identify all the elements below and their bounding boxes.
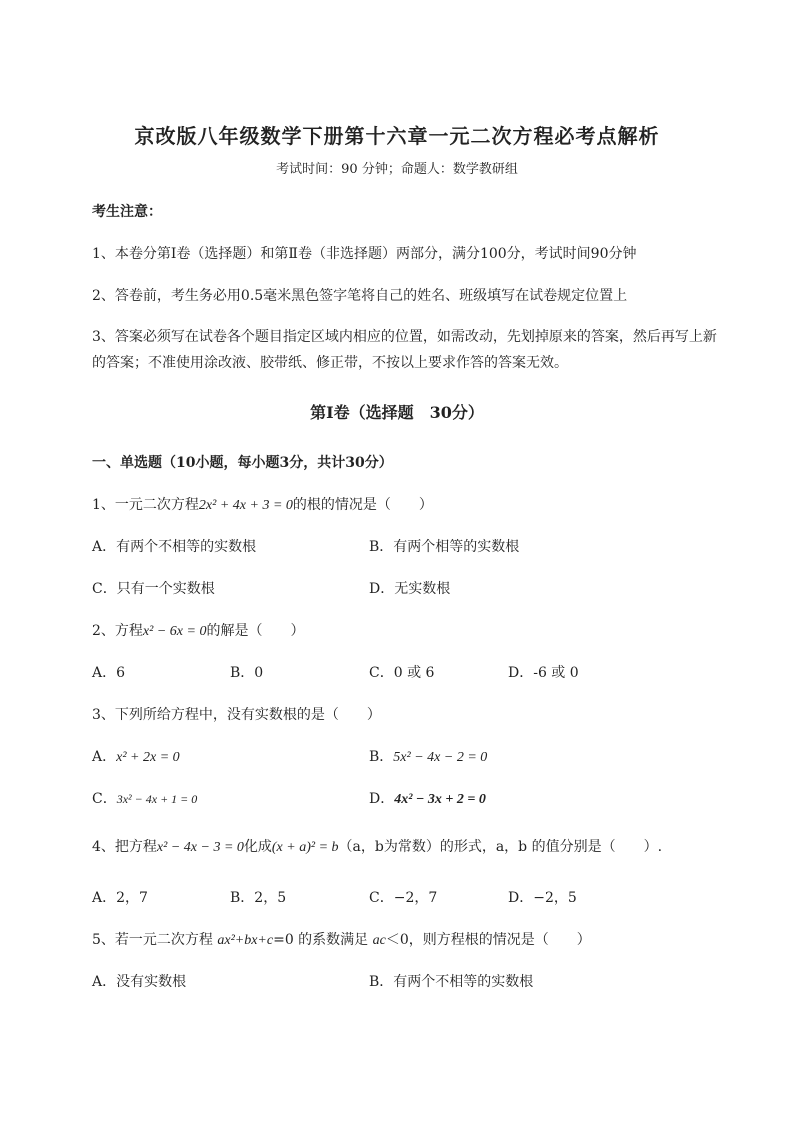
question-1-text-b: 的根的情况是（ ） [292, 497, 433, 513]
question-1-option-d[interactable]: D．无实数根 [369, 581, 451, 597]
document-subtitle: 考试时间：90 分钟；命题人：数学教研组 [276, 162, 518, 177]
notice-item-3-cont: 的答案；不准使用涂改液、胶带纸、修正带，不按以上要求作答的答案无效。 [92, 355, 568, 371]
question-3-option-c-equation: 3x² − 4x + 1 = 0 [116, 792, 198, 806]
question-3-option-d[interactable] [369, 788, 486, 808]
question-2-option-d[interactable]: D．-6 或 0 [508, 665, 579, 681]
question-3-stem: 3、下列所给方程中，没有实数根的是（ ） [92, 707, 381, 723]
question-5-option-b[interactable]: B．有两个不相等的实数根 [369, 974, 534, 990]
question-2-option-a[interactable]: A．6 [92, 665, 126, 681]
question-3-option-b-label: B． [369, 749, 394, 765]
question-4-text-a: 4、把方程 [92, 839, 157, 855]
question-1-equation: 2x² + 4x + 3 = 0 [198, 498, 293, 513]
question-3-option-c[interactable] [92, 788, 197, 808]
notice-item-2: 2、答卷前，考生务必用0.5毫米黑色签字笔将自己的姓名、班级填写在试卷规定位置上 [92, 288, 628, 304]
question-5-option-a[interactable]: A．没有实数根 [92, 974, 187, 990]
question-1-stem [92, 494, 433, 514]
question-5-text-a: 5、若一元二次方程 [92, 932, 218, 948]
question-4-option-c[interactable]: C．−2，7 [369, 890, 438, 906]
notice-item-3: 3、答案必须写在试卷各个题目指定区域内相应的位置，如需改动，先划掉原来的答案，然后再写上新 [92, 329, 717, 345]
question-3-option-a-label: A． [92, 749, 117, 765]
question-5-stem [92, 929, 591, 949]
question-5-product: ac [372, 933, 386, 948]
notice-heading: 考生注意： [92, 204, 162, 220]
question-2-equation: x² − 6x = 0 [142, 624, 207, 639]
question-5-text-b: ＜0，则方程根的情况是（ ） [385, 932, 591, 948]
notice-item-1: 1、本卷分第Ⅰ卷（选择题）和第Ⅱ卷（非选择题）两部分，满分100分，考试时间90分钟 [92, 246, 637, 262]
question-4-equation: x² − 4x − 3 = 0 [156, 840, 244, 855]
question-3-option-d-equation: 4x² − 3x + 2 = 0 [394, 792, 486, 807]
document-title: 京改版八年级数学下册第十六章一元二次方程必考点解析 [134, 124, 660, 148]
question-3-option-b[interactable] [369, 746, 487, 766]
question-4-option-b[interactable]: B．2，5 [230, 890, 287, 906]
question-1-option-c[interactable]: C．只有一个实数根 [92, 581, 215, 597]
question-4-option-a[interactable]: A．2，7 [92, 890, 148, 906]
question-1-text-a: 1、一元二次方程 [92, 497, 199, 513]
question-2-text-b: 的解是（ ） [206, 623, 305, 639]
question-4-text-b: （a，b为常数）的形式，a，b 的值分别是（ ）. [338, 839, 663, 855]
question-4-form: (x + a)² = b [271, 840, 339, 855]
question-3-option-a-equation: x² + 2x = 0 [116, 750, 180, 765]
question-5-expression: ax²+bx+c [217, 933, 274, 948]
question-3-option-c-label: C． [92, 791, 117, 807]
question-4-stem [92, 836, 662, 856]
question-2-option-b[interactable]: B．0 [230, 665, 264, 681]
question-2-text-a: 2、方程 [92, 623, 143, 639]
question-1-option-b[interactable]: B．有两个相等的实数根 [369, 539, 520, 555]
question-4-option-d[interactable]: D．−2，5 [508, 890, 577, 906]
question-2-stem [92, 620, 304, 640]
question-3-option-b-equation: 5x² − 4x − 2 = 0 [393, 750, 488, 765]
question-5-text-mid: =0 的系数满足 [273, 932, 373, 948]
question-3-option-d-label: D． [369, 791, 395, 807]
part1-title: 第Ⅰ卷（选择题 30分） [310, 403, 484, 422]
question-4-text-mid: 化成 [243, 839, 272, 855]
question-3-option-a[interactable] [92, 746, 180, 766]
section-heading: 一、单选题（10小题，每小题3分，共计30分） [92, 455, 393, 471]
question-1-option-a[interactable]: A．有两个不相等的实数根 [92, 539, 257, 555]
question-2-option-c[interactable]: C．0 或 6 [369, 665, 435, 681]
